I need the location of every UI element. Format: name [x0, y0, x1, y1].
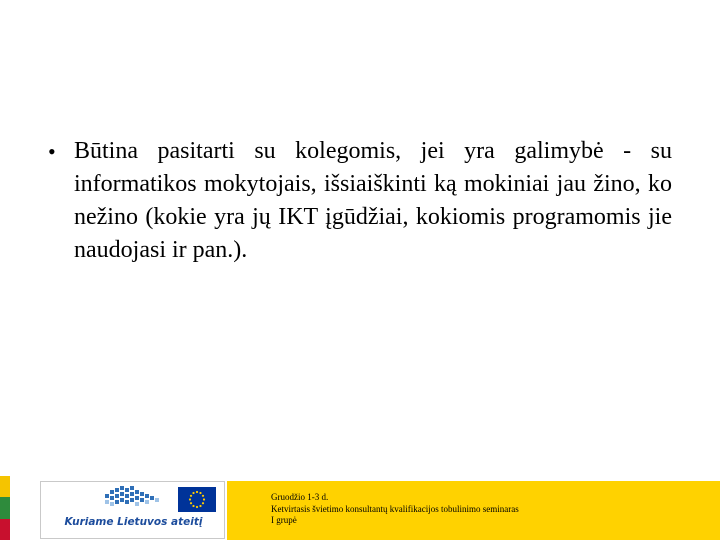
footer-group: I grupė [271, 515, 297, 525]
bullet-text: Būtina pasitarti su kolegomis, jei yra galimybė - su informatikos mokytojais, išsiaiškinti ką mokiniai jau žino, ko nežino (kokie yra jų IKT įgūdžiai, kokiomis programomis jie naudojasi ir pan.). [74, 138, 672, 263]
logo-caption: Kuriame Lietuvos ateitį [64, 516, 203, 528]
bullet-icon: • [48, 139, 56, 164]
footer-date: Gruodžio 1-3 d. [271, 492, 329, 502]
footer-seminar-title: Ketvirtasis švietimo konsultantų kvalifikacijos tobulinimo seminaras [271, 503, 519, 514]
eu-flag-icon [178, 487, 216, 512]
bullet-item [48, 135, 672, 267]
footer-info [271, 492, 519, 527]
slide-body [48, 135, 672, 267]
structural-funds-mosaic-icon [105, 486, 161, 508]
funding-logo [40, 481, 225, 539]
lithuanian-flag-stripes-icon [0, 476, 10, 540]
